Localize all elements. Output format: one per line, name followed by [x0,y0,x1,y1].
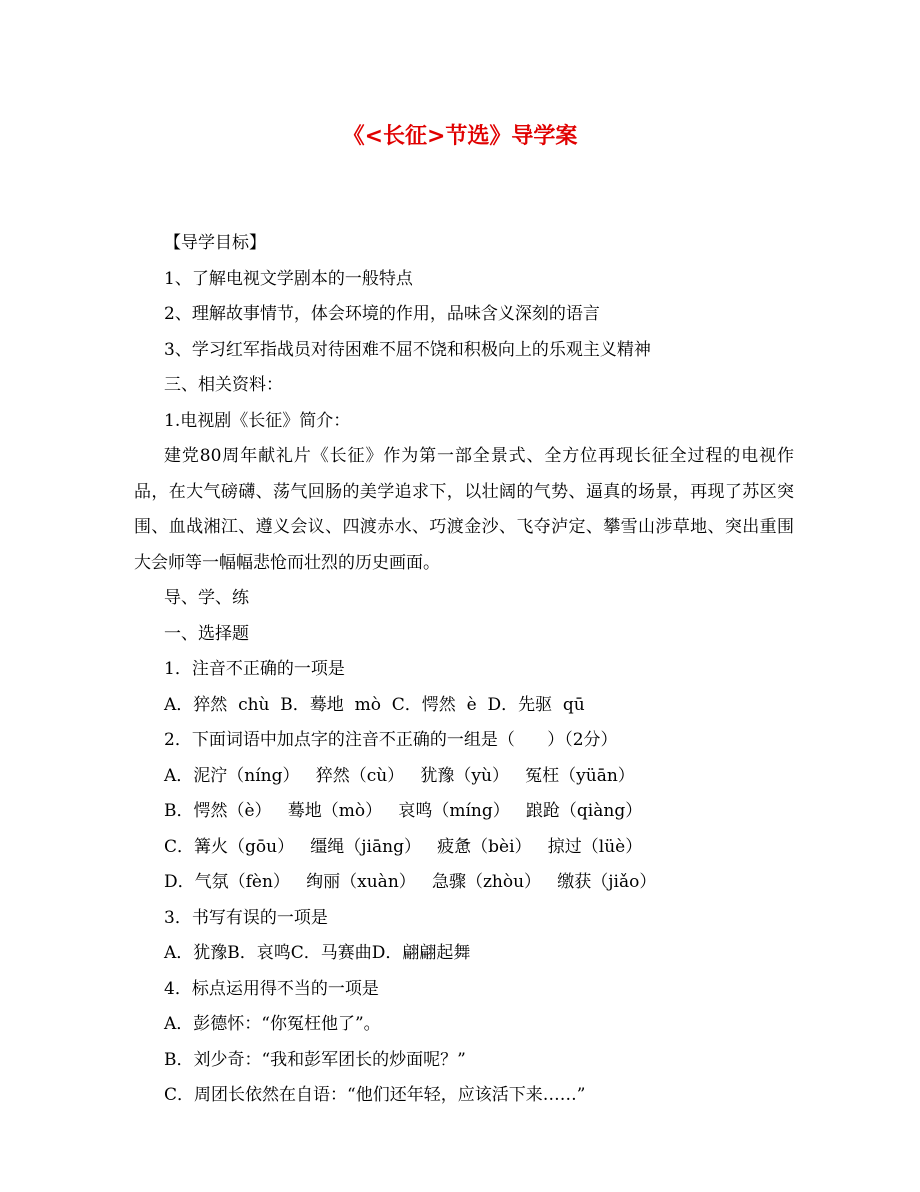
question-stem: 4．标点运用得不当的一项是 [164,978,379,999]
question-option: A．泥泞（níng） 猝然（cù） 犹豫（yù） 冤枉（yüān） [164,765,635,786]
question-stem: 3．书写有误的一项是 [164,907,328,928]
question-option: B．刘少奇：“我和彭军团长的炒面呢？” [164,1049,466,1070]
objectives-heading: 【导学目标】 [164,233,266,253]
objective-item: 2、理解故事情节，体会环境的作用，品味含义深刻的语言 [164,304,600,324]
question-option: A．彭德怀：“你冤枉他了”。 [164,1014,381,1034]
question-stem: 1．注音不正确的一项是 [164,659,345,679]
materials-heading: 三、相关资料： [164,375,283,395]
materials-paragraph: 建党80周年献礼片《长征》作为第一部全景式、全方位再现长征全过程的电视作品，在大气磅礴、荡气回肠的美学追求下，以壮阔的气势、逼真的场景，再现了苏区突围、血战湘江、遵义会议、四渡赤水、巧渡金沙、飞夺泸定、攀雪山涉草地、突出重围大会师等一幅幅悲怆而壮烈的历史画面。 [134,446,794,573]
objective-item: 3、学习红军指战员对待困难不屈不饶和积极向上的乐观主义精神 [164,339,651,360]
question-option: D．气氛（fèn） 绚丽（xuàn） 急骤（zhòu） 缴获（jiǎo） [164,872,657,892]
objective-item: 1、了解电视文学剧本的一般特点 [164,268,413,289]
question-option: C．篝火（gōu） 缰绳（jiāng） 疲惫（bèi） 掠过（lüè） [164,836,643,857]
choice-heading: 一、选择题 [164,623,249,644]
question-option: A．犹豫B．哀鸣C．马赛曲D．翩翩起舞 [164,943,471,963]
question-option: C．周团长依然在自语：“他们还年轻，应该活下来……” [164,1085,586,1105]
question-option: B．愕然（è） 蓦地（mò） 哀鸣（míng） 踉跄（qiàng） [164,801,643,821]
document-body [134,226,794,1114]
question-option: A．猝然 chù B．蓦地 mò C．愕然 è D．先驱 qū [164,694,585,715]
question-stem: 2．下面词语中加点字的注音不正确的一组是（ ）（2分） [164,730,618,750]
practice-heading: 导、学、练 [164,588,249,608]
page-title: 《<长征>节选》导学案 [342,124,578,149]
materials-subheading: 1.电视剧《长征》简介： [164,410,351,431]
